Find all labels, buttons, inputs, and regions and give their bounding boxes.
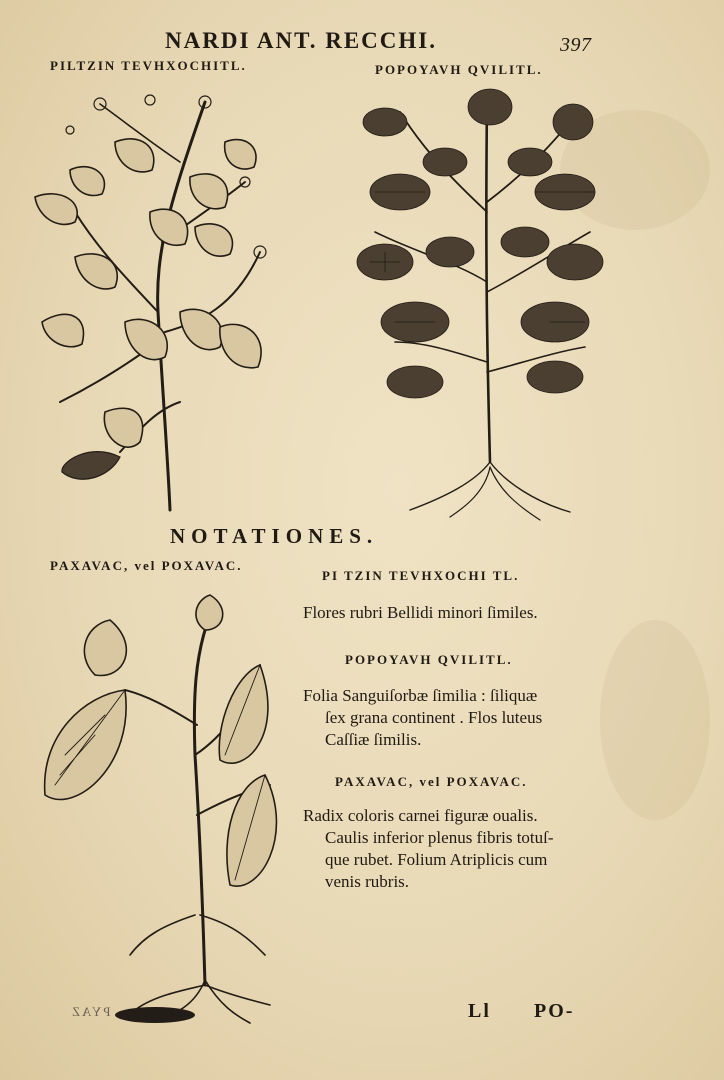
entry-text-2	[303, 685, 542, 751]
paper-stain	[600, 620, 710, 820]
entry-line: Flores rubri Bellidi minori ſimiles.	[303, 603, 538, 622]
figure-caption-paxavac: PAXAVAC, vel POXAVAC.	[50, 558, 243, 573]
entry-line: que rubet. Folium Atriplicis cum	[325, 850, 548, 869]
running-head: NARDI ANT. RECCHI.	[165, 28, 437, 53]
entry-text-3	[303, 805, 554, 893]
notationes-heading: NOTATIONES.	[170, 524, 379, 548]
entry-title-2: POPOYAVH QVILITL.	[345, 652, 513, 667]
signature-mark: Ll	[468, 1000, 491, 1022]
entry-text-1	[303, 602, 538, 624]
figure-caption-popoyauh: POPOYAVH QVILITL.	[375, 62, 543, 77]
plant-illustration-popoyauh	[355, 82, 605, 522]
plant-illustration-piltzin	[30, 82, 280, 512]
entry-line: venis rubris.	[325, 872, 410, 891]
bleed-through-text: PYAZ	[70, 1004, 111, 1019]
catchword: PO-	[534, 1000, 575, 1022]
entry-line: Caulis inferior plenus fibris totuſ-	[325, 828, 554, 847]
entry-line: Caſſiæ ſimilis.	[325, 730, 422, 749]
entry-line: Folia Sanguiſorbæ ſimilia : ſiliquæ	[303, 686, 538, 705]
entry-line: ſex grana continent . Flos luteus	[325, 708, 543, 727]
figure-caption-piltzin: PILTZIN TEVHXOCHITL.	[50, 58, 247, 73]
plant-illustration-paxavac	[35, 585, 305, 1025]
entry-line: Radix coloris carnei figuræ oualis.	[303, 806, 538, 825]
page-number: 397	[560, 34, 592, 56]
entry-title-3: PAXAVAC, vel POXAVAC.	[335, 774, 528, 789]
entry-title-1: PI TZIN TEVHXOCHI TL.	[322, 568, 520, 583]
